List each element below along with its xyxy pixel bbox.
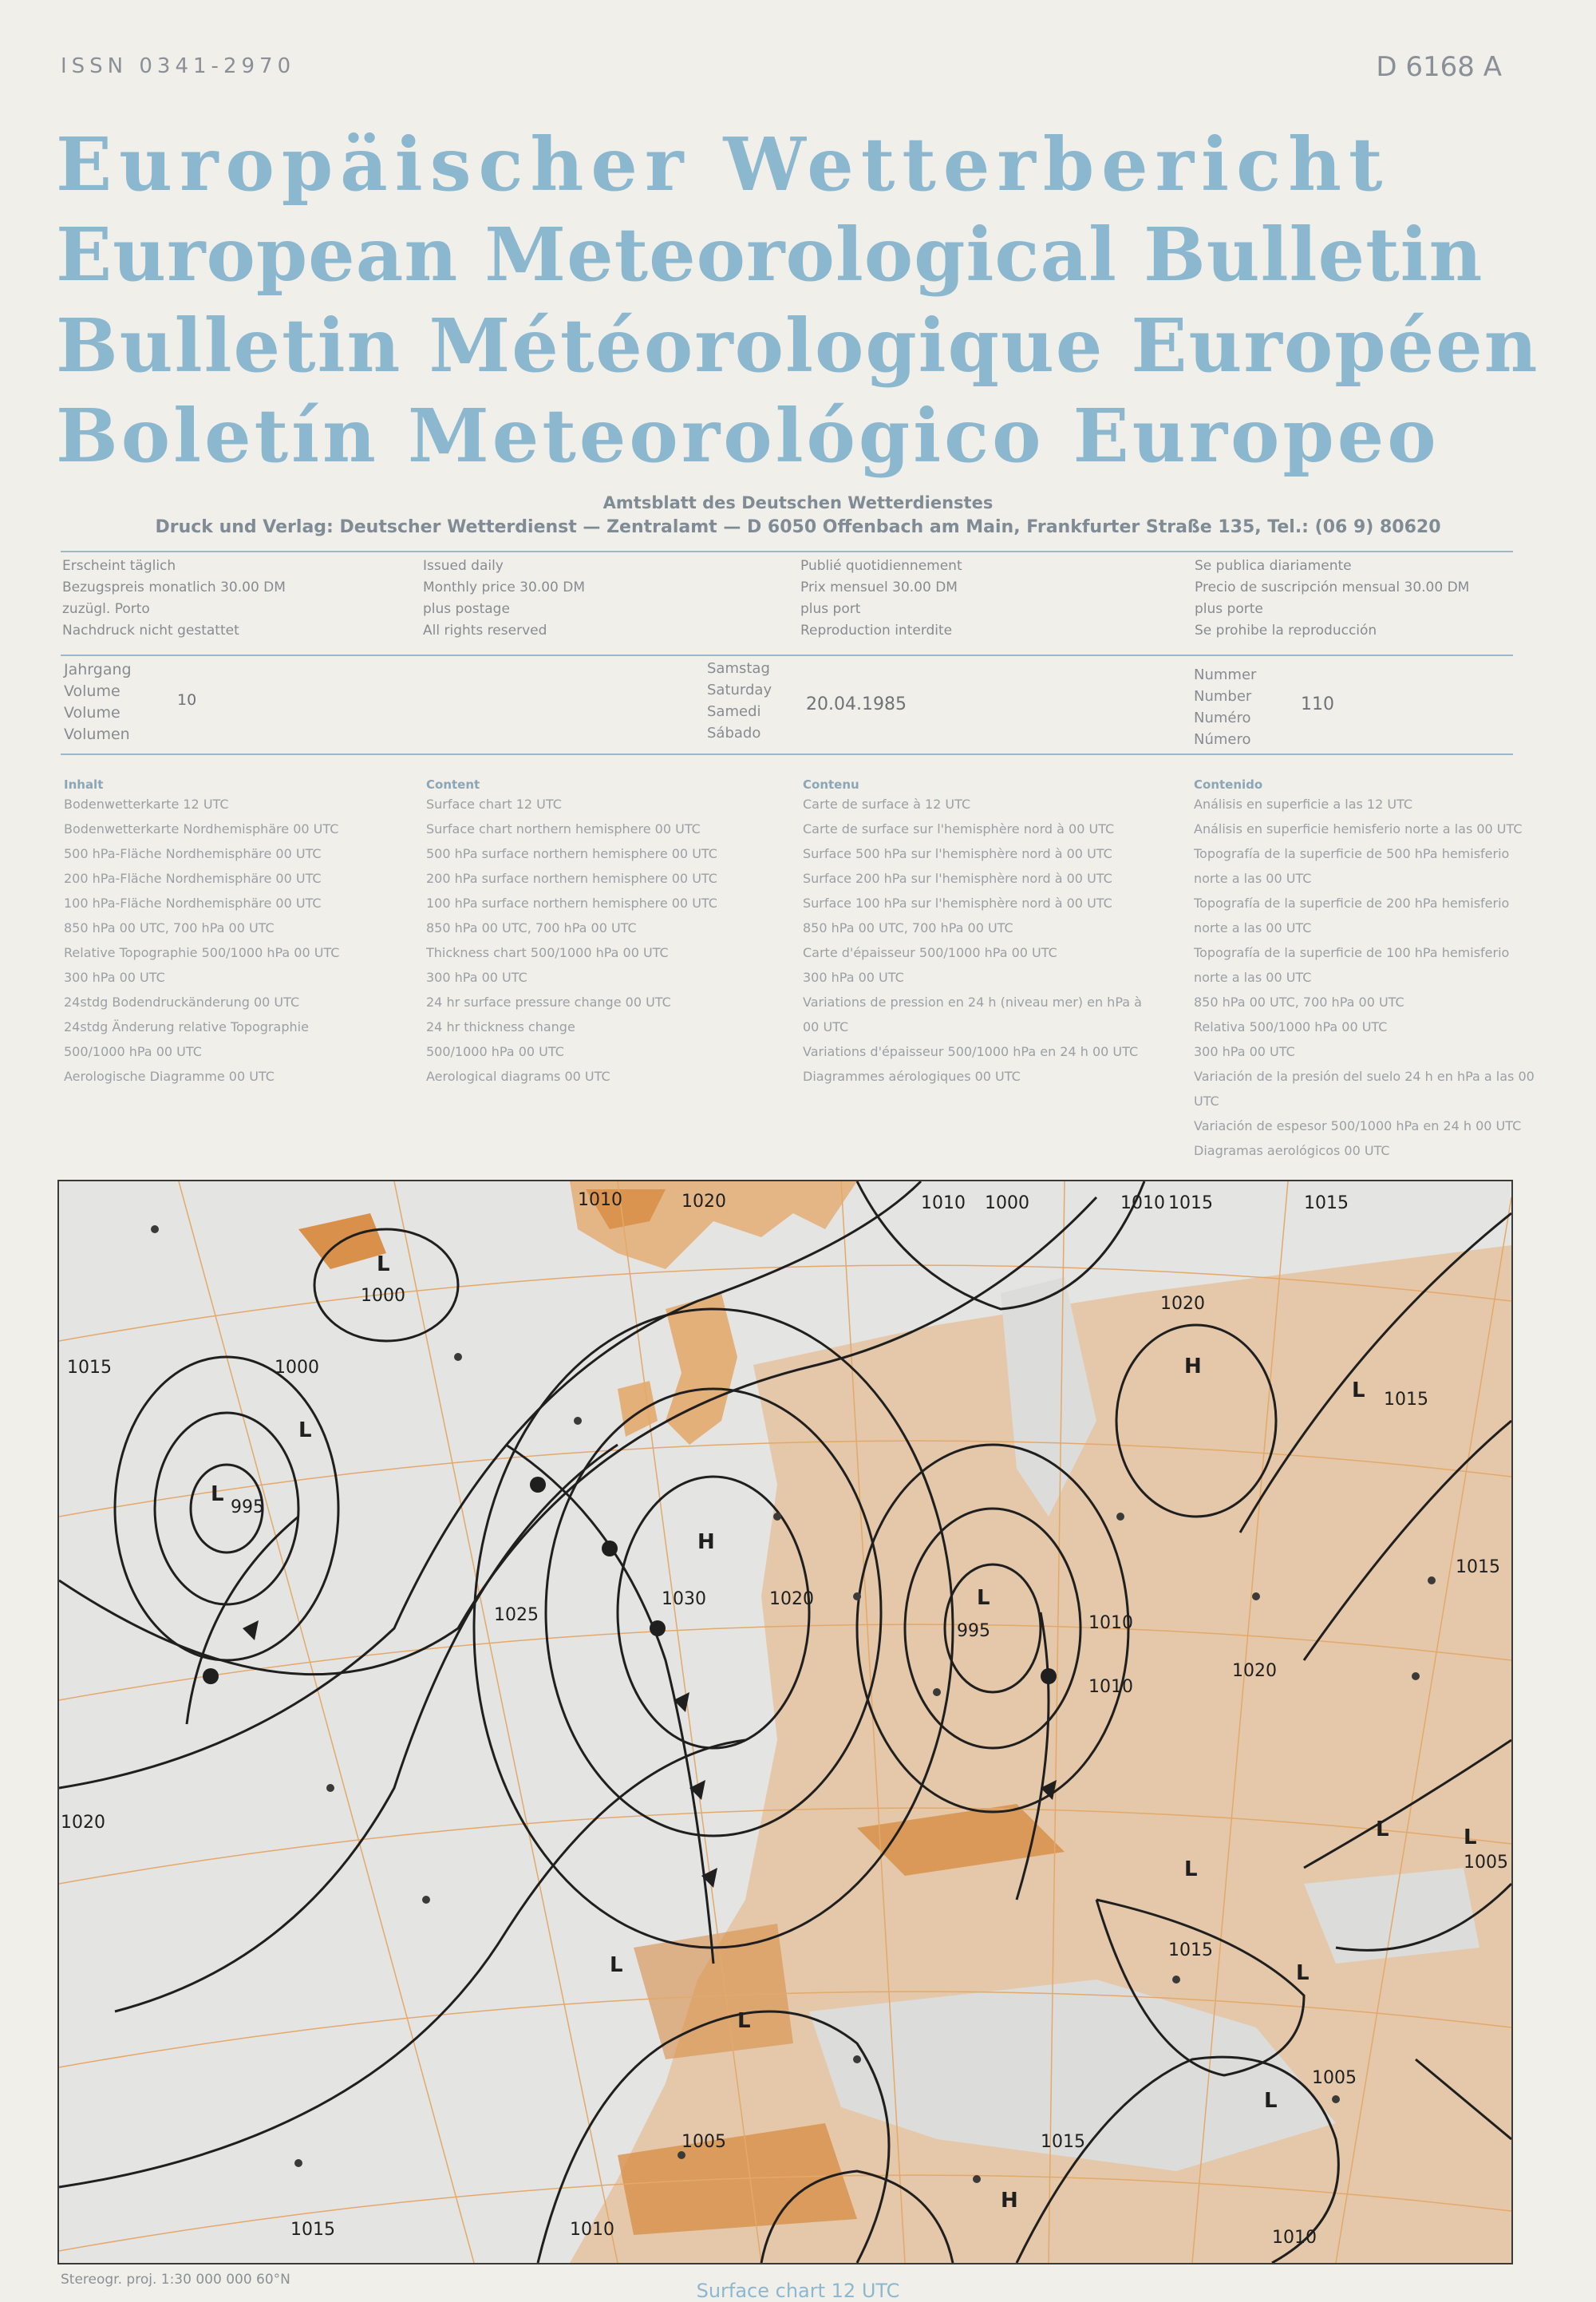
contents-item: Variations de pression en 24 h (niveau mer) en hPa à 00 UTC <box>803 995 1142 1034</box>
contents-item: Variación de la presión del suelo 24 h en hPa a las 00 UTC <box>1194 1069 1535 1109</box>
ireland-land <box>618 1381 658 1437</box>
subscription-german <box>62 556 286 642</box>
divider <box>61 551 1513 552</box>
volume-label: Volumen <box>64 726 130 743</box>
isobar-label: 1005 <box>681 2132 726 2152</box>
contents-english <box>426 777 777 1089</box>
issue-date: 20.04.1985 <box>806 694 907 714</box>
isobar-label: 1010 <box>1088 1613 1133 1633</box>
contents-french <box>803 777 1154 1089</box>
volume-value: 10 <box>177 691 197 709</box>
isobar-label: 1005 <box>1464 1853 1508 1873</box>
day-label: Sábado <box>707 725 761 742</box>
number-label: Number <box>1194 688 1252 705</box>
title-spanish: Boletín Meteorológico Europeo <box>56 393 1440 479</box>
isobar-label: 1010 <box>1088 1677 1133 1697</box>
contents-item: 200 hPa-Fläche Nordhemisphäre 00 UTC <box>64 871 322 886</box>
contents-item: Carte de surface sur l'hemisphère nord à 00 UTC <box>803 821 1115 837</box>
isobar-label: 1020 <box>61 1813 105 1833</box>
high-centre: H <box>1184 1355 1202 1378</box>
contents-item: Topografía de la superficie de 500 hPa hemisferio norte a las 00 UTC <box>1194 846 1510 886</box>
isobar-label: 1000 <box>985 1193 1029 1213</box>
contents-item: 100 hPa-Fläche Nordhemisphäre 00 UTC <box>64 896 322 911</box>
contents-item: 24stdg Änderung relative Topographie <box>64 1019 309 1034</box>
contents-item: 850 hPa 00 UTC, 700 hPa 00 UTC <box>64 920 275 935</box>
divider <box>61 753 1513 755</box>
isobar-label: 1015 <box>1168 1193 1213 1213</box>
isobar-label: 995 <box>231 1497 264 1517</box>
low-centre: L <box>1184 1857 1198 1881</box>
contents-item: 24 hr thickness change <box>426 1019 575 1034</box>
isobar-label: 1020 <box>1160 1294 1205 1314</box>
contents-item: Carte de surface à 12 UTC <box>803 797 971 812</box>
volume-labels <box>64 659 132 746</box>
low-centre: L <box>1296 1961 1310 1985</box>
amtsblatt-line: Amtsblatt des Deutschen Wetterdienstes <box>602 493 994 512</box>
map-caption: Surface chart 12 UTC <box>696 2280 900 2302</box>
contents-item: 24 hr surface pressure change 00 UTC <box>426 995 671 1010</box>
contents-item: 500/1000 hPa 00 UTC <box>64 1044 202 1059</box>
contents-item: 100 hPa surface northern hemisphere 00 UTC <box>426 896 717 911</box>
divider <box>61 655 1513 656</box>
subscription-line: plus postage <box>423 601 510 617</box>
number-label: Número <box>1194 731 1251 748</box>
subscription-line: zuzügl. Porto <box>62 601 150 617</box>
subscription-line: Nachdruck nicht gestattet <box>62 623 239 639</box>
publisher-line: Druck und Verlag: Deutscher Wetterdienst — Zentralamt — D 6050 Offenbach am Main, Frankfurter Straße 135, Tel.: (06 9) 80620 <box>155 517 1441 537</box>
low-centre: L <box>977 1586 990 1610</box>
high-centre: H <box>697 1530 715 1554</box>
contents-german <box>64 777 399 1089</box>
isobar-label: 1000 <box>361 1286 405 1306</box>
contents-spanish <box>1194 777 1537 1163</box>
contents-item: Análisis en superficie hemisferio norte a las 00 UTC <box>1194 821 1523 837</box>
contents-heading: Contenido <box>1194 777 1263 792</box>
low-centre: L <box>298 1418 312 1442</box>
contents-item: Surface 100 hPa sur l'hemisphère nord à 00 UTC <box>803 896 1112 911</box>
contents-item: Variación de espesor 500/1000 hPa en 24 h 00 UTC <box>1194 1118 1522 1133</box>
contents-item: Surface chart 12 UTC <box>426 797 562 812</box>
subscription-line: plus port <box>800 601 861 617</box>
low-centre: L <box>737 2009 751 2033</box>
isobar-label: 1010 <box>578 1190 622 1210</box>
surface-weather-map <box>57 1180 1513 2264</box>
isobar-label: 1005 <box>1312 2068 1357 2088</box>
isobar-label: 1010 <box>921 1193 966 1213</box>
contents-item: Bodenwetterkarte Nordhemisphäre 00 UTC <box>64 821 339 837</box>
subscription-line: Issued daily <box>423 558 504 574</box>
high-centre: H <box>1001 2189 1018 2213</box>
low-centre: L <box>1376 1817 1389 1841</box>
contents-item: 850 hPa 00 UTC, 700 hPa 00 UTC <box>803 920 1013 935</box>
contents-item: Aerologische Diagramme 00 UTC <box>64 1069 275 1084</box>
isobar-label: 1015 <box>1168 1940 1213 1960</box>
contents-item: Bodenwetterkarte 12 UTC <box>64 797 229 812</box>
volume-label: Volume <box>64 704 120 722</box>
projection-note: Stereogr. proj. 1:30 000 000 60°N <box>61 2272 290 2288</box>
isobar-label: 1010 <box>1272 2228 1317 2248</box>
subscription-line: Reproduction interdite <box>800 623 953 639</box>
periodical-code: D 6168 A <box>1376 51 1502 83</box>
isobar-label: 1015 <box>290 2220 335 2240</box>
volume-label: Jahrgang <box>64 661 132 678</box>
contents-item: Relativa 500/1000 hPa 00 UTC <box>1194 1019 1388 1034</box>
contents-item: 850 hPa 00 UTC, 700 hPa 00 UTC <box>1194 995 1404 1010</box>
contents-list <box>64 792 399 1089</box>
number-labels <box>1194 664 1256 750</box>
contents-item: 300 hPa 00 UTC <box>426 970 527 985</box>
contents-item: Aerological diagrams 00 UTC <box>426 1069 610 1084</box>
isobar-label: 1015 <box>67 1358 112 1378</box>
day-label: Samedi <box>707 703 761 720</box>
subscription-line: Bezugspreis monatlich 30.00 DM <box>62 579 286 595</box>
contents-item: Surface 200 hPa sur l'hemisphère nord à 00 UTC <box>803 871 1112 886</box>
subscription-english <box>423 556 585 642</box>
volume-label: Volume <box>64 682 120 700</box>
title-french: Bulletin Météorologique Européen <box>56 303 1539 389</box>
contents-item: Relative Topographie 500/1000 hPa 00 UTC <box>64 945 340 960</box>
isobar-label: 995 <box>957 1621 990 1641</box>
subscription-line: plus porte <box>1195 601 1263 617</box>
issn-number: ISSN 0341-2970 <box>61 54 296 78</box>
contents-item: 500/1000 hPa 00 UTC <box>426 1044 564 1059</box>
subscription-line: Publié quotidiennement <box>800 558 962 574</box>
title-german: Europäischer Wetterbericht <box>56 121 1390 208</box>
contents-heading: Content <box>426 777 480 792</box>
low-centre: L <box>1464 1825 1477 1849</box>
contents-list <box>803 792 1154 1089</box>
subscription-spanish <box>1195 556 1469 642</box>
subscription-line: Monthly price 30.00 DM <box>423 579 586 595</box>
contents-item: Topografía de la superficie de 200 hPa hemisferio norte a las 00 UTC <box>1194 896 1510 935</box>
contents-list <box>426 792 777 1089</box>
contents-item: Thickness chart 500/1000 hPa 00 UTC <box>426 945 669 960</box>
number-label: Nummer <box>1194 666 1257 683</box>
contents-item: 300 hPa 00 UTC <box>64 970 165 985</box>
land-areas <box>298 1181 1511 2263</box>
subscription-french <box>800 556 962 642</box>
subscription-line: Se prohibe la reproducción <box>1195 623 1377 639</box>
contents-item: 850 hPa 00 UTC, 700 hPa 00 UTC <box>426 920 637 935</box>
contents-item: Análisis en superficie a las 12 UTC <box>1194 797 1413 812</box>
day-label: Saturday <box>707 682 772 698</box>
isobar-label: 1020 <box>769 1589 814 1609</box>
contents-item: 300 hPa 00 UTC <box>803 970 904 985</box>
great-britain-land <box>666 1293 737 1445</box>
map-canvas <box>59 1181 1511 2263</box>
contents-item: Carte d'épaisseur 500/1000 hPa 00 UTC <box>803 945 1057 960</box>
contents-list <box>1194 792 1537 1163</box>
contents-item: 500 hPa-Fläche Nordhemisphäre 00 UTC <box>64 846 322 861</box>
title-english: European Meteorological Bulletin <box>56 212 1483 298</box>
subscription-line: Precio de suscripción mensual 30.00 DM <box>1195 579 1470 595</box>
contents-item: Surface 500 hPa sur l'hemisphère nord à 00 UTC <box>803 846 1112 861</box>
number-label: Numéro <box>1194 710 1251 726</box>
contents-item: Diagramas aerológicos 00 UTC <box>1194 1143 1390 1158</box>
day-labels <box>707 658 772 744</box>
contents-item: 200 hPa surface northern hemisphere 00 UTC <box>426 871 717 886</box>
isobar-label: 1000 <box>275 1358 319 1378</box>
subscription-line: Erscheint täglich <box>62 558 176 574</box>
low-centre: L <box>610 1953 623 1977</box>
contents-item: Topografía de la superficie de 100 hPa hemisferio norte a las 00 UTC <box>1194 945 1510 985</box>
isobar-label: 1015 <box>1384 1390 1428 1410</box>
low-centre: L <box>1352 1378 1365 1402</box>
isobar-label: 1015 <box>1041 2132 1085 2152</box>
isobar-label: 1015 <box>1456 1557 1500 1577</box>
contents-item: Variations d'épaisseur 500/1000 hPa en 24 h 00 UTC <box>803 1044 1139 1059</box>
isobar-label: 1030 <box>662 1589 706 1609</box>
isobar-label: 1010 <box>1120 1193 1165 1213</box>
contents-item: Surface chart northern hemisphere 00 UTC <box>426 821 701 837</box>
iberia-mountains <box>634 1924 793 2059</box>
low-centre: L <box>211 1482 224 1506</box>
subscription-line: Se publica diariamente <box>1195 558 1352 574</box>
isobar-label: 1025 <box>494 1605 539 1625</box>
contents-heading: Contenu <box>803 777 859 792</box>
contents-item: 300 hPa 00 UTC <box>1194 1044 1295 1059</box>
isobar-label: 1020 <box>1232 1661 1277 1681</box>
contents-heading: Inhalt <box>64 777 104 792</box>
subscription-line: Prix mensuel 30.00 DM <box>800 579 958 595</box>
isobar-label: 1015 <box>1304 1193 1349 1213</box>
isobar-label: 1010 <box>570 2220 614 2240</box>
contents-item: 24stdg Bodendruckänderung 00 UTC <box>64 995 300 1010</box>
issue-number: 110 <box>1301 694 1334 714</box>
low-centre: L <box>1264 2089 1278 2113</box>
contents-item: Diagrammes aérologiques 00 UTC <box>803 1069 1021 1084</box>
day-label: Samstag <box>707 660 770 677</box>
isobar-label: 1020 <box>681 1192 726 1212</box>
low-centre: L <box>377 1252 390 1276</box>
contents-item: 500 hPa surface northern hemisphere 00 UTC <box>426 846 717 861</box>
subscription-line: All rights reserved <box>423 623 547 639</box>
